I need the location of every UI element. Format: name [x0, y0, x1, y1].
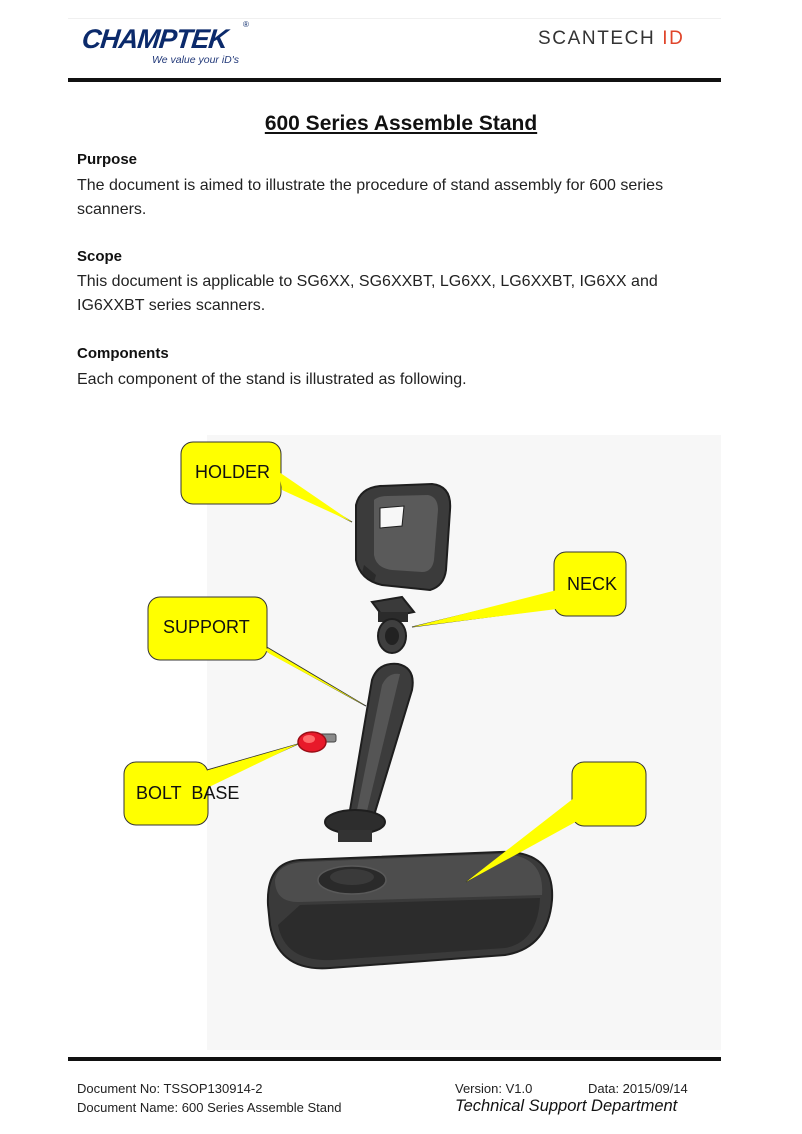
section-text-purpose: The document is aimed to illustrate the procedure of stand assembly for 600 series scanners.: [77, 177, 664, 218]
section-text-scope: This document is applicable to SG6XX, SG6XXBT, LG6XX, LG6XXBT, IG6XX and IG6XXBT series scanners.: [77, 273, 658, 314]
holder-part: [356, 484, 450, 590]
footer-doc-name: Document Name: 600 Series Assemble Stand: [77, 1100, 342, 1115]
neck-part: [372, 597, 414, 653]
champtek-logo: CHAMPTEK: [80, 24, 229, 54]
label-holder: HOLDER: [195, 462, 271, 482]
footer-doc-no: Document No: TSSOP130914-2: [77, 1081, 263, 1096]
section-text-components: Each component of the stand is illustrated as following.: [77, 371, 467, 388]
registered-mark: ®: [243, 20, 249, 29]
footer-department: Technical Support Department: [455, 1097, 678, 1115]
footer-date: Data: 2015/09/14: [588, 1081, 688, 1096]
brand-main: SCANTECH: [538, 28, 663, 49]
label-neck: NECK: [567, 574, 618, 594]
footer-version: Version: V1.0: [455, 1081, 533, 1096]
base-callout: [466, 762, 646, 882]
support-callout: [148, 597, 366, 706]
label-support: SUPPORT: [163, 617, 250, 637]
page-title: 600 Series Assemble Stand: [264, 112, 538, 135]
footer-divider: [68, 1057, 721, 1061]
logo-tagline: We value your iD's: [152, 54, 240, 66]
bolt-part: [298, 732, 336, 752]
brand-accent: ID: [662, 28, 685, 49]
label-bolt-base: BOLT BASE: [136, 783, 240, 803]
section-heading-components: Components: [77, 345, 169, 362]
section-heading-purpose: Purpose: [77, 151, 138, 168]
base-part: [268, 852, 552, 968]
section-heading-scope: Scope: [77, 248, 123, 265]
